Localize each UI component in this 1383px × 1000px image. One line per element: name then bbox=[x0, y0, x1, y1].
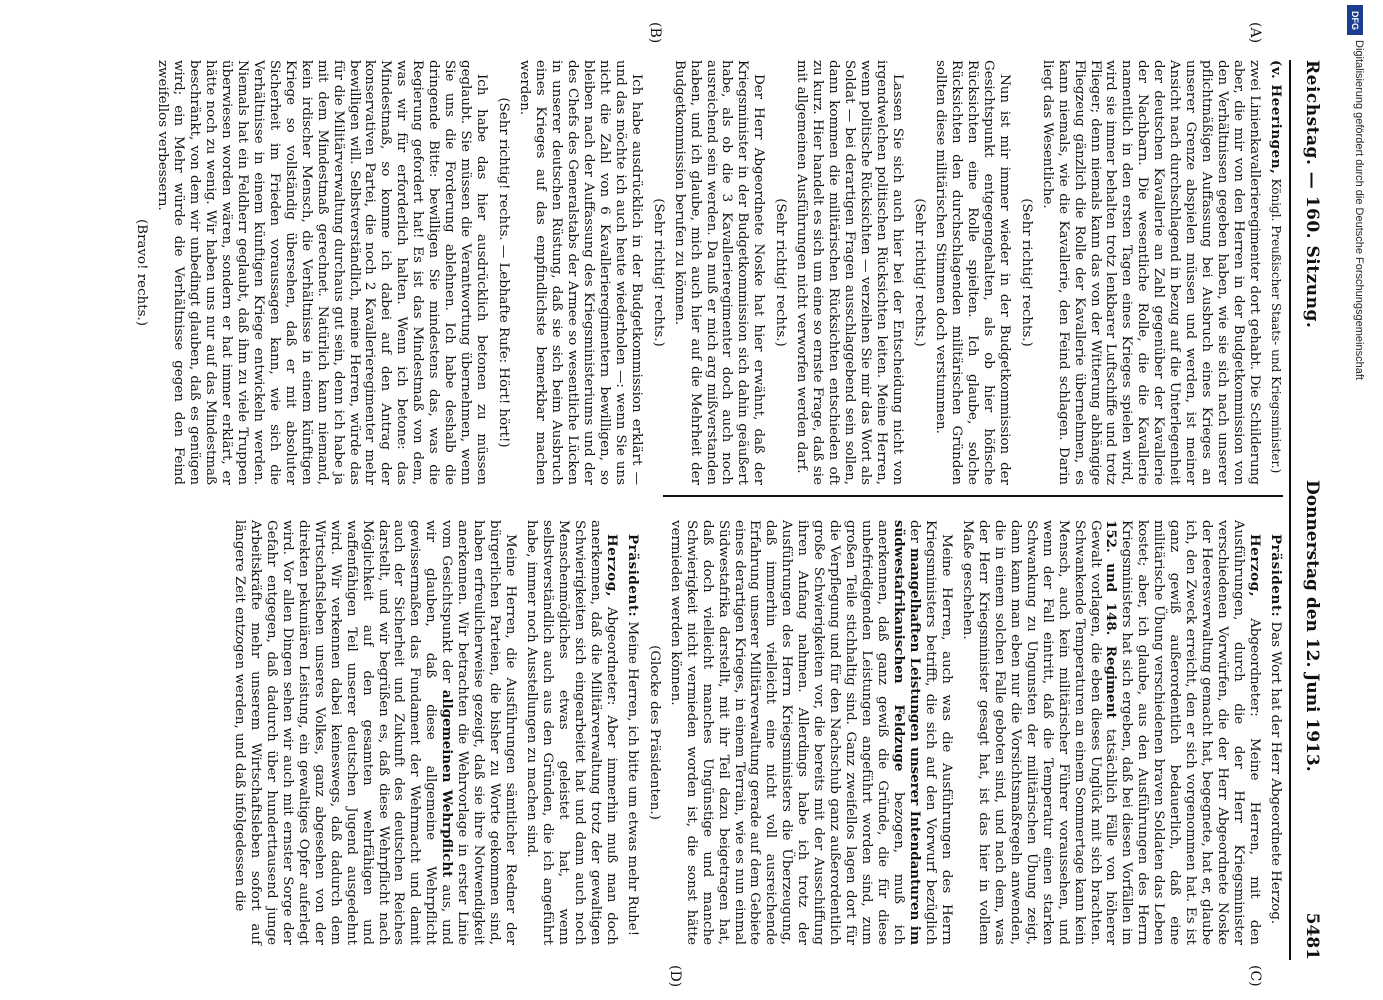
paragraph: Ich habe das hier ausdrücklich betonen zu müssen geglaubt. Sie müssen die Verantwortung übernehmen, wenn Sie uns die Forderung ablehnen. Ich habe deshalb die dringende Bitte: bewilligen Sie mindestens das, was die Regierung gefordert hat! Es ist das Mindestmaß von dem, was wir für erforderlich halten. Wenn ich betone: das Mindestmaß, so komme ich dabei auf den Antrag der konservativen Partei, die noch 2 Kavallerieregimenter mehr bewilligen will. Selbstverständlich, meine Herren, würde das für die Militärverwaltung durchaus gut sein, denn ich habe ja mit dem Mindestmaß gerechnet. Natürlich kann niemand, kein irdischer Mensch, die Verhältnisse in einem künftigen Kriege so vollständig übersehen, daß er mit absoluter Sicherheit im Frieden voraussagen kann, wie sich die Verhältnisse in einem künftigen Kriege entwickeln werden. Niemals hat ein Feldherr geglaubt, daß ihm zu viele Truppen überwiesen worden wären, sondern er hat immer erklärt, er hätte noch zu wenig. Wir haben uns nur auf das Mindestmaß beschränkt, von dem wir unbedingt glauben, daß es genügen wird; ein Mehr würde die Verhältnisse gegen den Feind zweifellos verbessern. bbox=[155, 60, 490, 485]
right-text-column bbox=[226, 520, 1283, 945]
left-text-column bbox=[127, 60, 1283, 485]
paragraph-text: Das Wort hat der Herr Abgeordnete Herzog. bbox=[1268, 621, 1283, 925]
interjection: (Bravo! rechts.) bbox=[134, 219, 150, 326]
header-rule bbox=[1289, 60, 1291, 960]
paragraph: Lassen Sie sich auch hier bei der Entscheidung nicht von irgendwelchen politischen Rücksichten leiten. Meine Herren, wenn politische Rücksichten — verzeihen Sie mir das Wort als Soldat — bei derartigen Fragen ausschlaggebend sein sollen, dann kommen die militärischen Rücksichten entschieden oft zu kurz. Hier handelt es sich um eine so ernste Frage, daß sie mit allgemeinen Ausführungen nicht verworfen werden darf. bbox=[794, 60, 906, 485]
digitization-credit bbox=[1345, 40, 1365, 960]
margin-letter-a: (A) bbox=[1247, 22, 1263, 44]
emphasis-text: allgemeinen Wehrpflicht bbox=[439, 689, 456, 878]
interjection: (Sehr richtig! rechts.) bbox=[773, 198, 789, 347]
paragraph-text: aus, und wir glauben, daß diese allgemeine Wehrpflicht gewissermaßen das Fundament der Wehrmacht und damit auch der Sicherheit und Zukunft des deutschen Reiches darstellt, und wir begrüßen es, daß diese Wehrpflicht nach Möglichkeit auf den gesamten wehrfähigen und waffenfähigen Teil unserer deutschen Jugend ausgedehnt wird. Wir verkennen dabei keineswegs, daß dadurch dem Wirtschaftsleben unseres Volkes, ganz abgesehen von der direkten pekuniären Leistung, ein gewaltiges Opfer auferlegt wird. Vor allen Dingen sehen wir auch mit ernster Sorge der Gefahr entgegen, daß dadurch über hunderttausend junge Arbeitskräfte mehr unserem Wirtschaftsleben sofort auf längere Zeit entzogen werden, und daß infolgedessen die bbox=[231, 520, 455, 945]
paragraph bbox=[959, 520, 1262, 945]
dfg-logo: DFG bbox=[1347, 5, 1363, 35]
header-date: Donnerstag den 12. Juni 1913. bbox=[1302, 480, 1322, 772]
margin-letter-d: (D) bbox=[667, 965, 683, 988]
paragraph bbox=[667, 520, 954, 945]
speaker-name: Präsident: bbox=[624, 534, 641, 618]
interjection: (Sehr richtig! rechts.) bbox=[650, 198, 666, 347]
speaker-role: Königl. Preußischer Staats- und Kriegsminister.) bbox=[1269, 178, 1283, 474]
paragraph: Ich habe ausdrücklich in der Budgetkommission erklärt — und das möchte ich auch heute wiederholen —: wenn Sie uns nicht die Zahl von 6 Kavallerieregimentern bewilligen, so bleiben nach der Auffassung des Kriegsministeriums und der des Chefs des Generalstabs der Armee so wesentliche Lücken in unserer deutschen Rüstung, daß sie sich beim Ausbruch eines Krieges auf das empfindlichste bemerkbar machen werden. bbox=[517, 60, 644, 485]
paragraph: Nun ist mir immer wieder in der Budgetkommission der Gesichtspunkt entgegengehalten, als ob hier höfische Rücksichten eine Rolle spielten. Ich glaube, solche Rücksichten den durchschlagenden militärischen Gründen sollten diese militärischen Stimmen doch verstummen. bbox=[932, 60, 1012, 485]
speaker-name: Herzog, bbox=[1247, 534, 1264, 597]
emphasis-text: mangelhaften Leistungen unserer Intendanturen im südwestafrikanischen Feldzuge bbox=[891, 520, 924, 945]
paragraph-text: Abgeordneter: Aber immerhin muß man doch anerkennen, daß die Militärverwaltung trotz der gewaltigen Schwierigkeiten sich eingearbeitet hat und dann auch noch Menschenmögliches etwas geleistet hat, wenn selbstverständlich auch aus den Gründen, die ich angeführt habe, immer noch Ausstellungen zu machen sind. bbox=[524, 520, 619, 945]
interjection: (Glocke des Präsidenten.) bbox=[646, 645, 662, 820]
margin-letter-b: (B) bbox=[647, 22, 663, 44]
interjection: (Sehr richtig! rechts. — Lebhafte Rufe: Hört! hört!) bbox=[496, 97, 512, 448]
page-header bbox=[1288, 60, 1328, 960]
paragraph: Der Herr Abgeordnete Noske hat hier erwähnt, daß der Kriegsminister in der Budgetkommission sich dahin geäußert habe, als ob die 3 Kavallerieregimenter doch auch noch ausreichend sein werden. Da muß er mich arg mißverstanden haben, und ich glaube, mich auch hier auf die Mehrheit der Budgetkommission berufen zu können. bbox=[671, 60, 767, 485]
paragraph bbox=[1267, 520, 1283, 945]
paragraph-text: Meine Herren, auch was die Ausführungen des Herrn Kriegsministers betrifft, die sich auf den Vorwurf bezüglich der bbox=[907, 520, 954, 945]
header-session: Reichstag. — 160. Sitzung. bbox=[1302, 60, 1322, 329]
speaker-name: Herzog, bbox=[603, 534, 620, 597]
emphasis-text: 152. und 148. Regiment bbox=[1103, 520, 1120, 719]
speaker-name: (v. Heeringen, bbox=[1268, 60, 1284, 175]
paragraph-text: bezogen, muß ich anerkennen, daß ganz gewiß die Gründe, die für diese unbefriedigenden Leistungen angeführt worden sind, zum großen Teile stichhaltig sind. Ganz zweifellos lagen dort für die Verpflegung und für den Nachschub ganz außerordentlich große Schwierigkeiten vor, die bereits mit der Ausschiffung ihren Anfang nahmen. Allerdings habe ich trotz der Ausführungen des Herrn Kriegsministers die Überzeugung, daß immerhin vielleicht eine nicht voll ausreichende Erfahrung unserer Militärverwaltung gerade auf dem Gebiete eines derartigen Krieges, in einem Terrain, wie es nun einmal Südwestafrika darstellt, mit ihr Teil dazu beigetragen hat, daß doch vielleicht manches Ungünstige und manche Schwierigkeit nicht vermieden worden ist, die sonst hätte vermieden werden können. bbox=[667, 520, 907, 945]
column-divider bbox=[663, 495, 1283, 497]
paragraph-text: tatsächlich Fälle von höherer Gewalt vorlagen, die eben dieses Unglück mit sich brachten. Schwankende Temperaturen an einem Sommertage kann kein Mensch, auch kein militärischer Führer voraussehen, und wenn der Fall eintritt, daß die Temperatur einen starken Schwankung zu Ungunsten der militärischen Übung zeigt, dann kann man eben nur die Vorsichtsmaßregeln anwenden, die in einem solchen Falle geboten sind, und nach dem, was der Herr Kriegsminister gesagt hat, ist das hier in vollem Maße geschehen. bbox=[959, 520, 1119, 945]
margin-letter-c: (C) bbox=[1247, 965, 1263, 987]
paragraph-text: Abgeordneter: Meine Herren, mit den Ausführungen, durch die der Herr Kriegsminister verschiedenen Vorwürfen, die der Herr Abgeordnete Noske der Heeresverwaltung gemacht hat, begegnete, hat er, glaube ich, den Zweck erreicht, den er sich vorgenommen hat. Es ist ganz gewiß außerordentlich bedauerlich, daß eine militärische Übung verschiedenen braven Soldaten das Leben kostet; aber, ich glaube, aus den Ausführungen des Herrn Kriegsministers hat sich ergeben, daß bei diesen Vorfällen im bbox=[1119, 520, 1263, 945]
interjection: (Sehr richtig! rechts.) bbox=[911, 198, 927, 347]
paragraph-text: Meine Herren, ich bitte um etwas mehr Ruhe! bbox=[624, 621, 640, 937]
paragraph-text: Meine Herren, die Ausführungen sämtlicher Redner der bürgerlichen Parteien, die bisher zu Worte gekommen sind, haben erfreulicherweise gezeigt, daß sie ihre Notwendigkeit anerkennen. Wir betrachten die Wehrvorlage in erster Linie vom Gesichtspunkt der bbox=[439, 520, 519, 945]
speaker-name: Präsident: bbox=[1268, 534, 1284, 618]
paragraph bbox=[523, 520, 619, 945]
paragraph: zwei Linienkavallerieregimenter dort gehabt. Die Schilderung aber, die mir von den Herren in der Budgetkommission von den Verhältnissen gegeben haben, wie sie sich nach unserer pflichtmäßigen Auffassung bei Ausbruch eines Krieges an unserer Grenze abspielen müssen und werden, ist meiner Ansicht nach durchschlagend in bezug auf die Unterlegenheit der deutschen Kavallerie an Zahl gegenüber der Kavallerie der Nachbarn. Die wesentliche Rolle, die die Kavallerie namentlich in den ersten Tagen eines Krieges spielen wird, wird sie immer behalten trotz lenkbarer Luftschiffe und trotz Flieger; denn niemals kann das von der Witterung abhängige Fliegzeug gänzlich die Rolle der Kavallerie übernehmen, es kann niemals, wie die Kavallerie, den Feind schlagen. Darin liegt das Wesentliche. bbox=[1039, 60, 1263, 485]
header-page-number: 5481 bbox=[1302, 912, 1322, 960]
credit-text: Digitalisierung gefördert durch die Deutsche Forschungsgemeinschaft bbox=[1353, 40, 1365, 380]
paragraph bbox=[231, 520, 518, 945]
interjection: (Sehr richtig! rechts.) bbox=[1018, 198, 1034, 347]
paragraph bbox=[624, 520, 640, 945]
speaker-line bbox=[1267, 60, 1283, 485]
